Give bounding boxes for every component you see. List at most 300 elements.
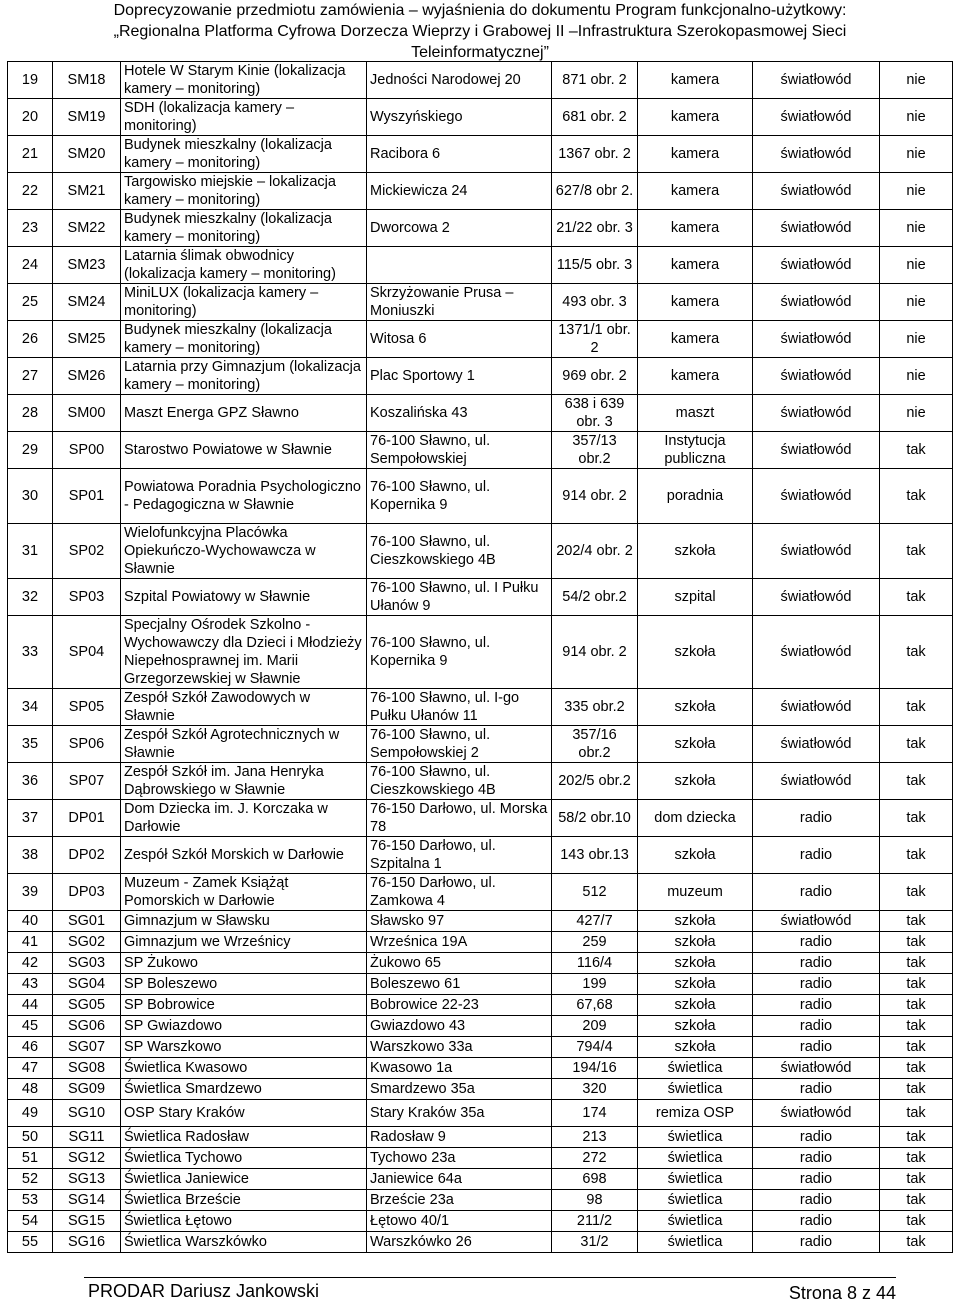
cell-conn: radio (753, 1127, 880, 1148)
cell-addr: Wyszyńskiego (367, 99, 552, 136)
cell-num: 20 (8, 99, 53, 136)
cell-type: szkoła (638, 726, 753, 763)
cell-addr: Smardzewo 35a (367, 1079, 552, 1100)
cell-addr: Tychowo 23a (367, 1148, 552, 1169)
cell-type: szkoła (638, 932, 753, 953)
table-row (8, 136, 953, 173)
cell-yn: tak (880, 932, 953, 953)
cell-addr: Bobrowice 22-23 (367, 995, 552, 1016)
header-line-3: Teleinformatycznej” (411, 44, 549, 61)
cell-type: Instytucja publiczna (638, 432, 753, 469)
table-row (8, 1232, 953, 1253)
cell-num: 45 (8, 1016, 53, 1037)
cell-plot: 58/2 obr.10 (552, 800, 638, 837)
cell-num: 39 (8, 874, 53, 911)
cell-conn: światłowód (753, 432, 880, 469)
cell-plot: 638 i 639 obr. 3 (552, 395, 638, 432)
cell-type: poradnia (638, 469, 753, 524)
cell-type: świetlica (638, 1058, 753, 1079)
cell-code: SG14 (53, 1190, 121, 1211)
cell-num: 19 (8, 62, 53, 99)
cell-name: SDH (lokalizacja kamery – monitoring) (121, 99, 367, 136)
cell-plot: 259 (552, 932, 638, 953)
cell-addr: Stary Kraków 35a (367, 1100, 552, 1127)
table-row (8, 579, 953, 616)
cell-yn: tak (880, 1058, 953, 1079)
cell-plot: 174 (552, 1100, 638, 1127)
cell-code: SM26 (53, 358, 121, 395)
cell-num: 25 (8, 284, 53, 321)
cell-type: świetlica (638, 1148, 753, 1169)
cell-type: szkoła (638, 953, 753, 974)
cell-plot: 512 (552, 874, 638, 911)
cell-addr: 76-100 Sławno, ul. Kopernika 9 (367, 616, 552, 689)
cell-type: maszt (638, 395, 753, 432)
cell-conn: światłowód (753, 358, 880, 395)
footer-divider (84, 1277, 896, 1278)
cell-plot: 871 obr. 2 (552, 62, 638, 99)
cell-yn: tak (880, 1016, 953, 1037)
cell-yn: nie (880, 99, 953, 136)
cell-num: 33 (8, 616, 53, 689)
cell-plot: 202/5 obr.2 (552, 763, 638, 800)
cell-name: Wielofunkcyjna Placówka Opiekuńczo-Wychowawcza w Sławnie (121, 524, 367, 579)
table-row (8, 1211, 953, 1232)
cell-code: SG05 (53, 995, 121, 1016)
cell-name: Zespół Szkół Zawodowych w Sławnie (121, 689, 367, 726)
cell-name: SP Gwiazdowo (121, 1016, 367, 1037)
cell-addr: Boleszewo 61 (367, 974, 552, 995)
cell-plot: 31/2 (552, 1232, 638, 1253)
cell-type: szkoła (638, 837, 753, 874)
cell-num: 47 (8, 1058, 53, 1079)
cell-conn: radio (753, 1232, 880, 1253)
cell-yn: nie (880, 284, 953, 321)
table-row (8, 62, 953, 99)
header-line-1: Doprecyzowanie przedmiotu zamówienia – wyjaśnienia do dokumentu Program funkcjonalno-użytkowy: (113, 2, 847, 19)
cell-yn: tak (880, 432, 953, 469)
cell-conn: radio (753, 1037, 880, 1058)
table-row (8, 284, 953, 321)
table-body (8, 62, 953, 1253)
cell-conn: światłowód (753, 469, 880, 524)
cell-num: 48 (8, 1079, 53, 1100)
footer-page-number: Strona 8 z 44 (788, 1283, 896, 1303)
cell-plot: 211/2 (552, 1211, 638, 1232)
cell-num: 34 (8, 689, 53, 726)
cell-plot: 21/22 obr. 3 (552, 210, 638, 247)
cell-addr: 76-100 Sławno, ul. Kopernika 9 (367, 469, 552, 524)
cell-plot: 202/4 obr. 2 (552, 524, 638, 579)
cell-name: Powiatowa Poradnia Psychologiczno - Pedagogiczna w Sławnie (121, 469, 367, 524)
cell-yn: tak (880, 874, 953, 911)
cell-code: SP02 (53, 524, 121, 579)
cell-addr: Janiewice 64a (367, 1169, 552, 1190)
cell-yn: tak (880, 1148, 953, 1169)
cell-yn: tak (880, 524, 953, 579)
table-row (8, 1100, 953, 1127)
cell-code: SM24 (53, 284, 121, 321)
cell-type: szkoła (638, 911, 753, 932)
cell-num: 30 (8, 469, 53, 524)
cell-type: szkoła (638, 995, 753, 1016)
table-row (8, 726, 953, 763)
cell-name: Zespół Szkół im. Jana Henryka Dąbrowskiego w Sławnie (121, 763, 367, 800)
cell-type: szkoła (638, 524, 753, 579)
cell-addr: Warszkówko 26 (367, 1232, 552, 1253)
cell-name: Zespół Szkół Morskich w Darłowie (121, 837, 367, 874)
cell-addr: Dworcowa 2 (367, 210, 552, 247)
cell-yn: tak (880, 579, 953, 616)
cell-yn: tak (880, 1211, 953, 1232)
cell-code: SM20 (53, 136, 121, 173)
cell-num: 50 (8, 1127, 53, 1148)
table-row (8, 395, 953, 432)
cell-type: szkoła (638, 763, 753, 800)
cell-name: Budynek mieszkalny (lokalizacja kamery – monitoring) (121, 321, 367, 358)
cell-conn: światłowód (753, 284, 880, 321)
cell-name: Gimnazjum we Wrześnicy (121, 932, 367, 953)
cell-addr: Jedności Narodowej 20 (367, 62, 552, 99)
cell-yn: tak (880, 1037, 953, 1058)
cell-code: SM21 (53, 173, 121, 210)
cell-yn: tak (880, 837, 953, 874)
cell-conn: światłowód (753, 210, 880, 247)
cell-conn: radio (753, 1016, 880, 1037)
cell-name: Świetlica Kwasowo (121, 1058, 367, 1079)
cell-yn: tak (880, 689, 953, 726)
cell-num: 23 (8, 210, 53, 247)
cell-addr: 76-100 Sławno, ul. I Pułku Ułanów 9 (367, 579, 552, 616)
cell-plot: 1367 obr. 2 (552, 136, 638, 173)
cell-num: 38 (8, 837, 53, 874)
cell-conn: światłowód (753, 579, 880, 616)
cell-type: kamera (638, 136, 753, 173)
cell-name: Latarnia ślimak obwodnicy (lokalizacja kamery – monitoring) (121, 247, 367, 284)
cell-conn: światłowód (753, 395, 880, 432)
cell-plot: 914 obr. 2 (552, 469, 638, 524)
footer-author: PRODAR Dariusz Jankowski (88, 1281, 320, 1301)
cell-name: Gimnazjum w Sławsku (121, 911, 367, 932)
cell-plot: 54/2 obr.2 (552, 579, 638, 616)
cell-conn: światłowód (753, 911, 880, 932)
table-row (8, 1169, 953, 1190)
cell-addr: Łętowo 40/1 (367, 1211, 552, 1232)
cell-addr: Witosa 6 (367, 321, 552, 358)
cell-num: 46 (8, 1037, 53, 1058)
cell-plot: 427/7 (552, 911, 638, 932)
cell-conn: radio (753, 932, 880, 953)
table-row (8, 1148, 953, 1169)
table-row (8, 173, 953, 210)
cell-yn: nie (880, 358, 953, 395)
table-row (8, 911, 953, 932)
cell-name: Zespół Szkół Agrotechnicznych w Sławnie (121, 726, 367, 763)
cell-type: kamera (638, 99, 753, 136)
cell-yn: tak (880, 953, 953, 974)
cell-plot: 116/4 (552, 953, 638, 974)
cell-yn: nie (880, 395, 953, 432)
cell-type: kamera (638, 247, 753, 284)
cell-name: Świetlica Radosław (121, 1127, 367, 1148)
cell-yn: nie (880, 136, 953, 173)
cell-yn: tak (880, 1100, 953, 1127)
cell-yn: nie (880, 173, 953, 210)
cell-type: muzeum (638, 874, 753, 911)
table-row (8, 1079, 953, 1100)
cell-num: 24 (8, 247, 53, 284)
cell-name: Świetlica Tychowo (121, 1148, 367, 1169)
header-line-2: „Regionalna Platforma Cyfrowa Dorzecza Wieprzy i Grabowej II –Infrastruktura Szerokopasmowej Sieci (113, 23, 847, 40)
cell-yn: tak (880, 469, 953, 524)
cell-name: SP Boleszewo (121, 974, 367, 995)
cell-yn: tak (880, 800, 953, 837)
cell-name: Szpital Powiatowy w Sławnie (121, 579, 367, 616)
cell-num: 41 (8, 932, 53, 953)
cell-num: 26 (8, 321, 53, 358)
cell-yn: tak (880, 616, 953, 689)
cell-conn: światłowód (753, 99, 880, 136)
cell-name: MiniLUX (lokalizacja kamery – monitoring) (121, 284, 367, 321)
cell-yn: tak (880, 911, 953, 932)
cell-type: kamera (638, 321, 753, 358)
cell-yn: tak (880, 1190, 953, 1211)
cell-num: 37 (8, 800, 53, 837)
cell-conn: radio (753, 953, 880, 974)
table-row (8, 1190, 953, 1211)
cell-conn: światłowód (753, 689, 880, 726)
cell-addr: Koszalińska 43 (367, 395, 552, 432)
cell-plot: 969 obr. 2 (552, 358, 638, 395)
cell-type: kamera (638, 358, 753, 395)
locations-table (7, 61, 953, 1253)
cell-code: DP03 (53, 874, 121, 911)
cell-code: SG16 (53, 1232, 121, 1253)
cell-code: SM25 (53, 321, 121, 358)
cell-type: remiza OSP (638, 1100, 753, 1127)
cell-code: SM18 (53, 62, 121, 99)
cell-plot: 914 obr. 2 (552, 616, 638, 689)
cell-type: kamera (638, 210, 753, 247)
cell-type: świetlica (638, 1127, 753, 1148)
cell-conn: radio (753, 1169, 880, 1190)
cell-plot: 194/16 (552, 1058, 638, 1079)
cell-num: 22 (8, 173, 53, 210)
cell-name: Hotele W Starym Kinie (lokalizacja kamery – monitoring) (121, 62, 367, 99)
cell-name: Świetlica Łętowo (121, 1211, 367, 1232)
cell-yn: nie (880, 62, 953, 99)
cell-conn: światłowód (753, 136, 880, 173)
cell-type: świetlica (638, 1211, 753, 1232)
cell-num: 44 (8, 995, 53, 1016)
cell-plot: 357/16 obr.2 (552, 726, 638, 763)
cell-code: SP05 (53, 689, 121, 726)
table-row (8, 469, 953, 524)
table-row (8, 953, 953, 974)
cell-name: OSP Stary Kraków (121, 1100, 367, 1127)
cell-conn: światłowód (753, 1058, 880, 1079)
cell-conn: światłowód (753, 247, 880, 284)
cell-type: kamera (638, 284, 753, 321)
cell-name: Specjalny Ośrodek Szkolno - Wychowawczy dla Dzieci i Młodzieży Niepełnosprawnej im. Marii Grzegorzewskiej w Sławnie (121, 616, 367, 689)
cell-conn: światłowód (753, 763, 880, 800)
cell-num: 52 (8, 1169, 53, 1190)
cell-code: SP04 (53, 616, 121, 689)
cell-plot: 627/8 obr 2. (552, 173, 638, 210)
cell-name: Budynek mieszkalny (lokalizacja kamery – monitoring) (121, 136, 367, 173)
document-header (0, 0, 960, 63)
cell-addr: 76-100 Sławno, ul. Sempołowskiej (367, 432, 552, 469)
cell-addr: 76-100 Sławno, ul. Cieszkowskiego 4B (367, 524, 552, 579)
cell-plot: 357/13 obr.2 (552, 432, 638, 469)
cell-addr: 76-100 Sławno, ul. Sempołowskiej 2 (367, 726, 552, 763)
cell-conn: radio (753, 1211, 880, 1232)
cell-addr: Gwiazdowo 43 (367, 1016, 552, 1037)
cell-conn: radio (753, 1148, 880, 1169)
cell-type: kamera (638, 173, 753, 210)
cell-plot: 698 (552, 1169, 638, 1190)
cell-type: szkoła (638, 974, 753, 995)
cell-num: 55 (8, 1232, 53, 1253)
cell-name: Budynek mieszkalny (lokalizacja kamery – monitoring) (121, 210, 367, 247)
cell-addr: 76-100 Sławno, ul. Cieszkowskiego 4B (367, 763, 552, 800)
cell-type: kamera (638, 62, 753, 99)
cell-yn: nie (880, 321, 953, 358)
table-row (8, 1058, 953, 1079)
table-row (8, 358, 953, 395)
cell-name: Świetlica Warszkówko (121, 1232, 367, 1253)
table-row (8, 1037, 953, 1058)
cell-name: Dom Dziecka im. J. Korczaka w Darłowie (121, 800, 367, 837)
cell-conn: radio (753, 1190, 880, 1211)
table-row (8, 1016, 953, 1037)
cell-code: SP01 (53, 469, 121, 524)
table-row (8, 874, 953, 911)
cell-code: SM23 (53, 247, 121, 284)
cell-code: SG07 (53, 1037, 121, 1058)
cell-plot: 98 (552, 1190, 638, 1211)
cell-num: 35 (8, 726, 53, 763)
cell-addr: 76-150 Darłowo, ul. Morska 78 (367, 800, 552, 837)
cell-plot: 115/5 obr. 3 (552, 247, 638, 284)
cell-code: SP00 (53, 432, 121, 469)
cell-name: Świetlica Brzeście (121, 1190, 367, 1211)
cell-conn: światłowód (753, 62, 880, 99)
cell-plot: 67,68 (552, 995, 638, 1016)
cell-num: 32 (8, 579, 53, 616)
cell-type: dom dziecka (638, 800, 753, 837)
cell-conn: światłowód (753, 524, 880, 579)
cell-num: 51 (8, 1148, 53, 1169)
table-row (8, 932, 953, 953)
cell-addr (367, 247, 552, 284)
cell-name: SP Bobrowice (121, 995, 367, 1016)
cell-addr: Skrzyżowanie Prusa – Moniuszki (367, 284, 552, 321)
cell-type: świetlica (638, 1079, 753, 1100)
table-row (8, 247, 953, 284)
table-row (8, 1127, 953, 1148)
cell-addr: Sławsko 97 (367, 911, 552, 932)
cell-code: SG09 (53, 1079, 121, 1100)
cell-code: SG13 (53, 1169, 121, 1190)
cell-plot: 199 (552, 974, 638, 995)
cell-yn: tak (880, 1127, 953, 1148)
cell-code: SM19 (53, 99, 121, 136)
cell-addr: 76-150 Darłowo, ul. Szpitalna 1 (367, 837, 552, 874)
cell-yn: tak (880, 1079, 953, 1100)
cell-addr: Racibora 6 (367, 136, 552, 173)
table-row (8, 524, 953, 579)
cell-code: SG01 (53, 911, 121, 932)
table-row (8, 995, 953, 1016)
cell-type: świetlica (638, 1190, 753, 1211)
cell-addr: 76-150 Darłowo, ul. Zamkowa 4 (367, 874, 552, 911)
cell-yn: tak (880, 995, 953, 1016)
cell-yn: tak (880, 1232, 953, 1253)
cell-plot: 1371/1 obr. 2 (552, 321, 638, 358)
cell-name: Świetlica Smardzewo (121, 1079, 367, 1100)
cell-yn: tak (880, 974, 953, 995)
cell-plot: 272 (552, 1148, 638, 1169)
cell-yn: nie (880, 247, 953, 284)
cell-num: 29 (8, 432, 53, 469)
cell-type: świetlica (638, 1232, 753, 1253)
cell-name: Muzeum - Zamek Książąt Pomorskich w Darłowie (121, 874, 367, 911)
cell-conn: światłowód (753, 173, 880, 210)
cell-name: Targowisko miejskie – lokalizacja kamery – monitoring) (121, 173, 367, 210)
cell-num: 27 (8, 358, 53, 395)
table-row (8, 321, 953, 358)
cell-plot: 213 (552, 1127, 638, 1148)
cell-num: 21 (8, 136, 53, 173)
cell-conn: radio (753, 874, 880, 911)
cell-num: 49 (8, 1100, 53, 1127)
table-row (8, 432, 953, 469)
table-row (8, 689, 953, 726)
cell-type: szpital (638, 579, 753, 616)
cell-addr: Żukowo 65 (367, 953, 552, 974)
cell-code: DP02 (53, 837, 121, 874)
cell-num: 28 (8, 395, 53, 432)
cell-name: Latarnia przy Gimnazjum (lokalizacja kamery – monitoring) (121, 358, 367, 395)
table-row (8, 974, 953, 995)
cell-num: 53 (8, 1190, 53, 1211)
cell-addr: Plac Sportowy 1 (367, 358, 552, 395)
cell-conn: radio (753, 974, 880, 995)
cell-code: SG10 (53, 1100, 121, 1127)
cell-type: szkoła (638, 689, 753, 726)
cell-name: SP Warszkowo (121, 1037, 367, 1058)
cell-code: SP07 (53, 763, 121, 800)
cell-type: świetlica (638, 1169, 753, 1190)
cell-code: SG04 (53, 974, 121, 995)
cell-num: 54 (8, 1211, 53, 1232)
cell-code: SP06 (53, 726, 121, 763)
cell-code: SG02 (53, 932, 121, 953)
cell-conn: światłowód (753, 1100, 880, 1127)
cell-yn: tak (880, 726, 953, 763)
cell-plot: 320 (552, 1079, 638, 1100)
cell-addr: Warszkowo 33a (367, 1037, 552, 1058)
cell-yn: tak (880, 1169, 953, 1190)
cell-addr: Wrześnica 19A (367, 932, 552, 953)
table-row (8, 837, 953, 874)
cell-yn: tak (880, 763, 953, 800)
cell-code: SG12 (53, 1148, 121, 1169)
cell-code: SG03 (53, 953, 121, 974)
cell-code: SG11 (53, 1127, 121, 1148)
cell-conn: światłowód (753, 321, 880, 358)
